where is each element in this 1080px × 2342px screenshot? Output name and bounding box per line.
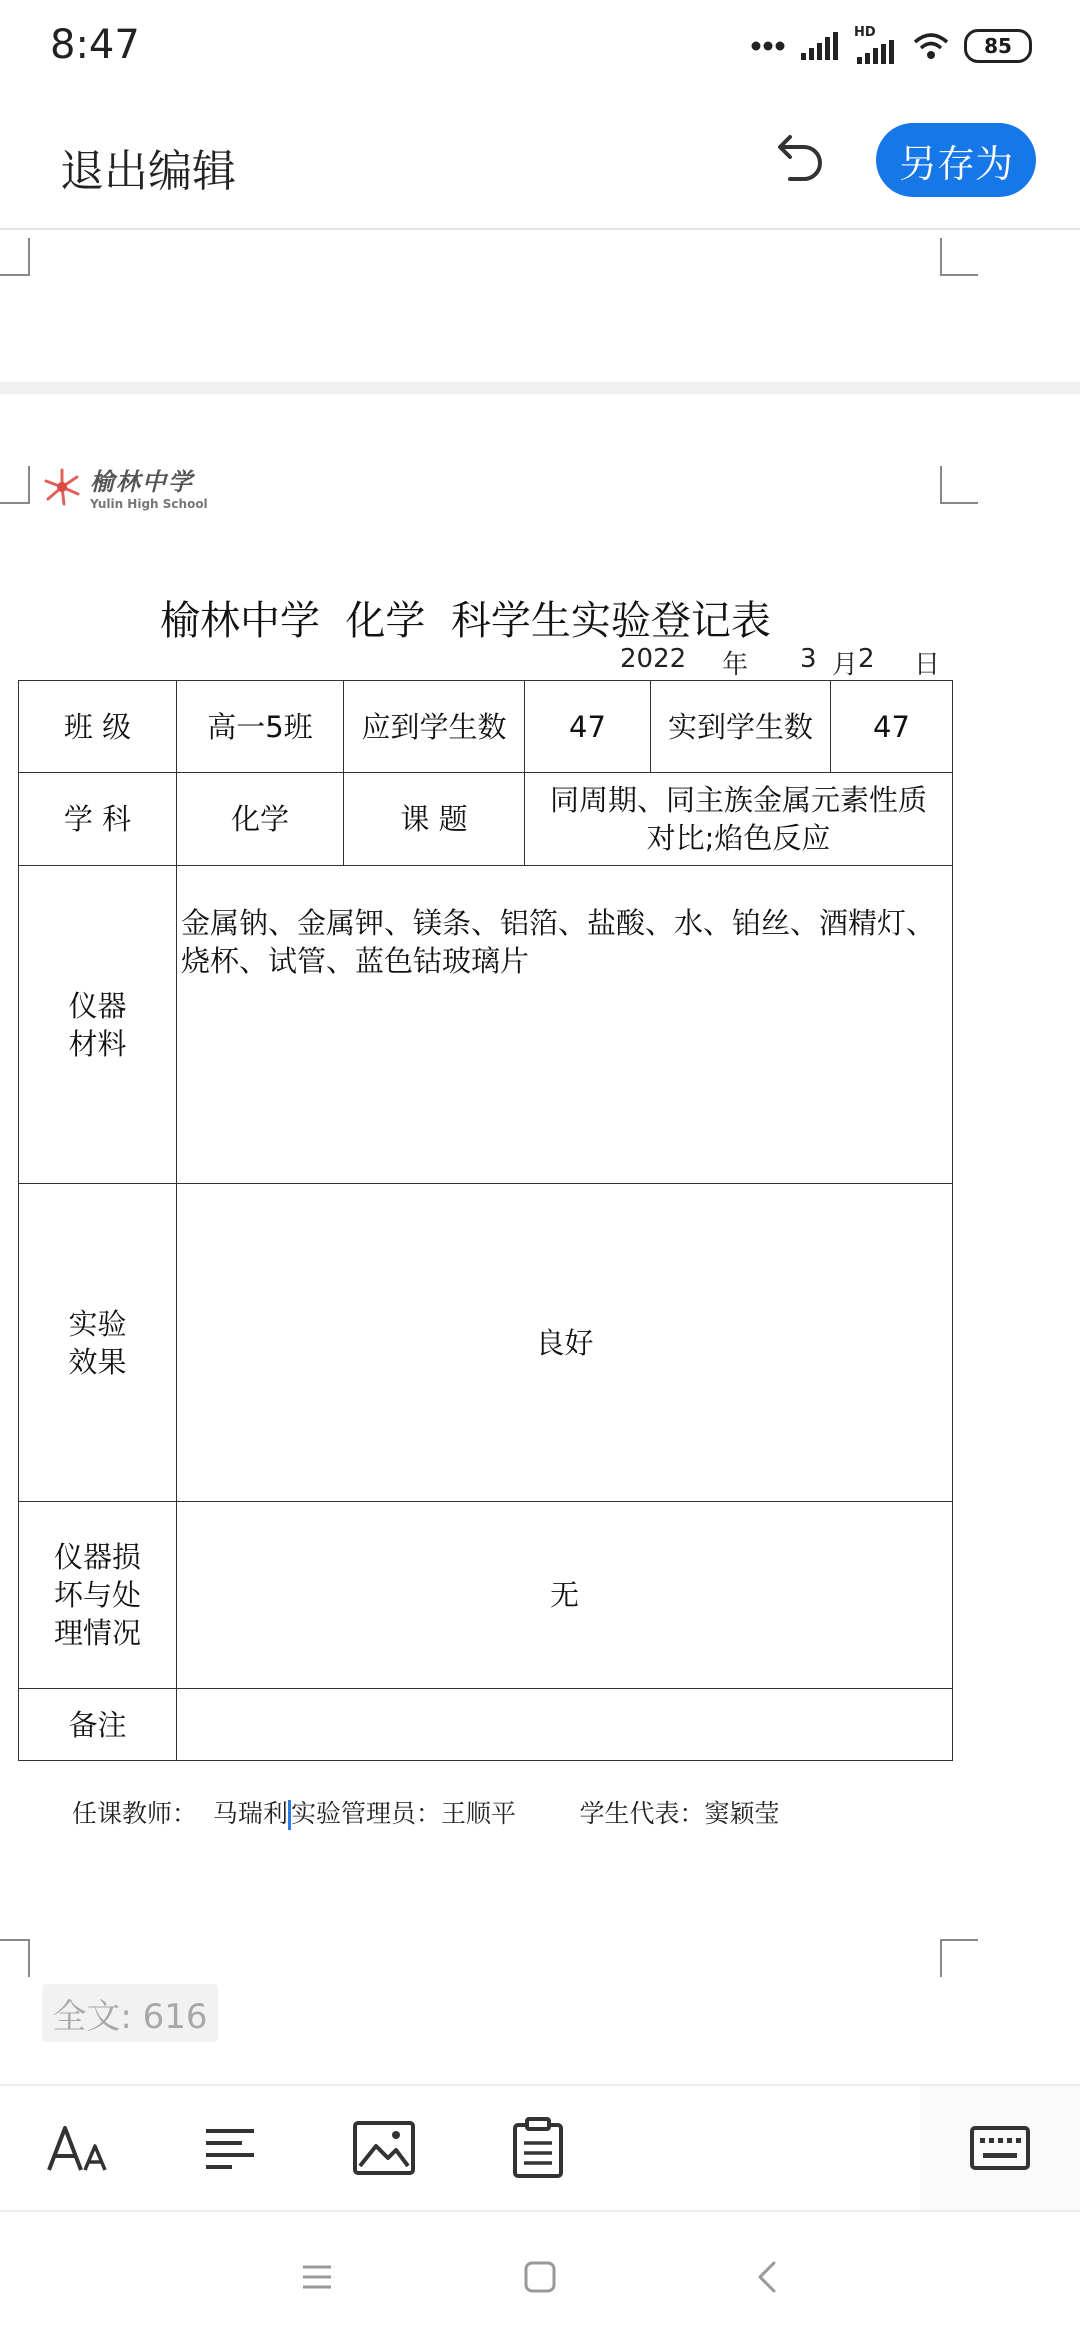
subject-label: 学 科: [19, 773, 177, 866]
expected-students-value[interactable]: 47: [525, 681, 651, 773]
keyboard-toggle-button[interactable]: [964, 2112, 1036, 2184]
actual-students-value[interactable]: 47: [831, 681, 953, 773]
crop-mark: [940, 466, 978, 504]
document-page[interactable]: [0, 394, 1080, 2084]
date-day-unit: 日: [914, 650, 941, 680]
nav-home-button[interactable]: [515, 2252, 565, 2302]
page-gap: [0, 382, 1080, 394]
status-icons: [750, 26, 1032, 66]
damage-label: [19, 1502, 177, 1689]
undo-icon[interactable]: [762, 125, 832, 195]
hd-signal-icon: [854, 25, 898, 63]
image-icon: [352, 2120, 416, 2176]
topic-line-2: 对比;焰色反应: [646, 821, 831, 855]
logo-emblem-icon: [42, 467, 82, 507]
hd-label: HD: [854, 25, 876, 40]
subject-value[interactable]: 化学: [177, 773, 344, 866]
date-year-unit: 年: [722, 650, 749, 680]
logo-text-cn: 榆林中学: [90, 468, 194, 496]
signal-icon: [800, 31, 840, 61]
date-year: 2022: [620, 644, 687, 674]
registration-table: [18, 680, 953, 1761]
class-value[interactable]: 高一5班: [177, 681, 344, 773]
crop-mark: [0, 1939, 30, 1977]
teacher-label: 任课教师：: [72, 1799, 198, 1828]
remarks-value[interactable]: [177, 1689, 953, 1761]
school-logo: [42, 462, 208, 511]
table-row: [19, 1502, 953, 1689]
insert-image-button[interactable]: [348, 2112, 420, 2184]
clipboard-icon: [512, 2117, 564, 2179]
materials-line-2: 烧杯、试管、蓝色钴玻璃片: [181, 944, 530, 978]
materials-value[interactable]: [177, 866, 953, 1184]
menu-icon: [300, 2262, 334, 2292]
effect-label: [19, 1184, 177, 1502]
topic-label: 课 题: [344, 773, 525, 866]
effect-label-line-1: 实验: [68, 1306, 127, 1341]
clipboard-button[interactable]: [502, 2112, 574, 2184]
exit-edit-button[interactable]: 退出编辑: [60, 146, 236, 197]
materials-line-1: 金属钠、金属钾、镁条、铝箔、盐酸、水、铂丝、酒精灯、: [181, 906, 936, 940]
materials-label-line-2: 材料: [68, 1026, 127, 1061]
remarks-label: 备注: [19, 1689, 177, 1761]
battery-indicator: 85: [964, 29, 1032, 63]
word-count-badge: 全文: 616: [42, 1984, 218, 2042]
system-nav-bar: [0, 2210, 1080, 2342]
keyboard-icon: [969, 2125, 1031, 2171]
date-month: 3: [800, 644, 817, 674]
font-style-button[interactable]: [42, 2112, 114, 2184]
nav-menu-button[interactable]: [292, 2252, 342, 2302]
crop-mark: [940, 1939, 978, 1977]
crop-mark: [0, 466, 30, 504]
materials-label-line-1: 仪器: [68, 988, 127, 1023]
table-row: [19, 773, 953, 866]
wifi-icon: [912, 31, 950, 61]
bottom-toolbar: [0, 2084, 1080, 2212]
app-bar: [0, 95, 1080, 230]
materials-label: [19, 866, 177, 1184]
document-title: 榆林中学 化学 科学生实验登记表: [160, 598, 771, 644]
actual-students-label: 实到学生数: [651, 681, 831, 773]
status-bar: [0, 0, 1080, 95]
effect-value[interactable]: 良好: [177, 1184, 953, 1502]
teacher-name: 马瑞利: [212, 1799, 288, 1828]
table-row: [19, 1184, 953, 1502]
save-as-button[interactable]: 另存为: [876, 123, 1036, 197]
crop-mark: [940, 238, 978, 276]
expected-students-label: 应到学生数: [344, 681, 525, 773]
logo-text-en: Yulin High School: [90, 497, 208, 511]
table-row: [19, 866, 953, 1184]
more-dots-icon: [750, 40, 786, 52]
previous-page: [0, 230, 1080, 382]
damage-label-line-1: 仪器损: [53, 1540, 141, 1574]
class-label: 班 级: [19, 681, 177, 773]
home-icon: [523, 2260, 557, 2294]
damage-value[interactable]: 无: [177, 1502, 953, 1689]
signature-line[interactable]: [72, 1794, 780, 1830]
nav-back-button[interactable]: [742, 2252, 792, 2302]
damage-label-line-3: 理情况: [53, 1616, 141, 1650]
crop-mark: [0, 238, 30, 276]
status-time: 8:47: [50, 22, 140, 68]
topic-value[interactable]: [525, 773, 953, 866]
damage-label-line-2: 坏与处: [53, 1578, 141, 1612]
table-row: [19, 681, 953, 773]
effect-label-line-2: 效果: [68, 1344, 127, 1379]
date-day: 2: [858, 644, 875, 674]
font-size-icon: [43, 2118, 113, 2178]
topic-line-1: 同周期、同主族金属元素性质: [549, 783, 927, 817]
student-representative: 学生代表：窦颖莹: [579, 1799, 780, 1828]
paragraph-button[interactable]: [194, 2112, 266, 2184]
back-icon: [755, 2259, 779, 2295]
lab-manager: 实验管理员：王顺平: [290, 1799, 516, 1828]
align-left-icon: [202, 2123, 258, 2173]
date-month-unit: 月: [832, 650, 859, 680]
table-row: [19, 1689, 953, 1761]
